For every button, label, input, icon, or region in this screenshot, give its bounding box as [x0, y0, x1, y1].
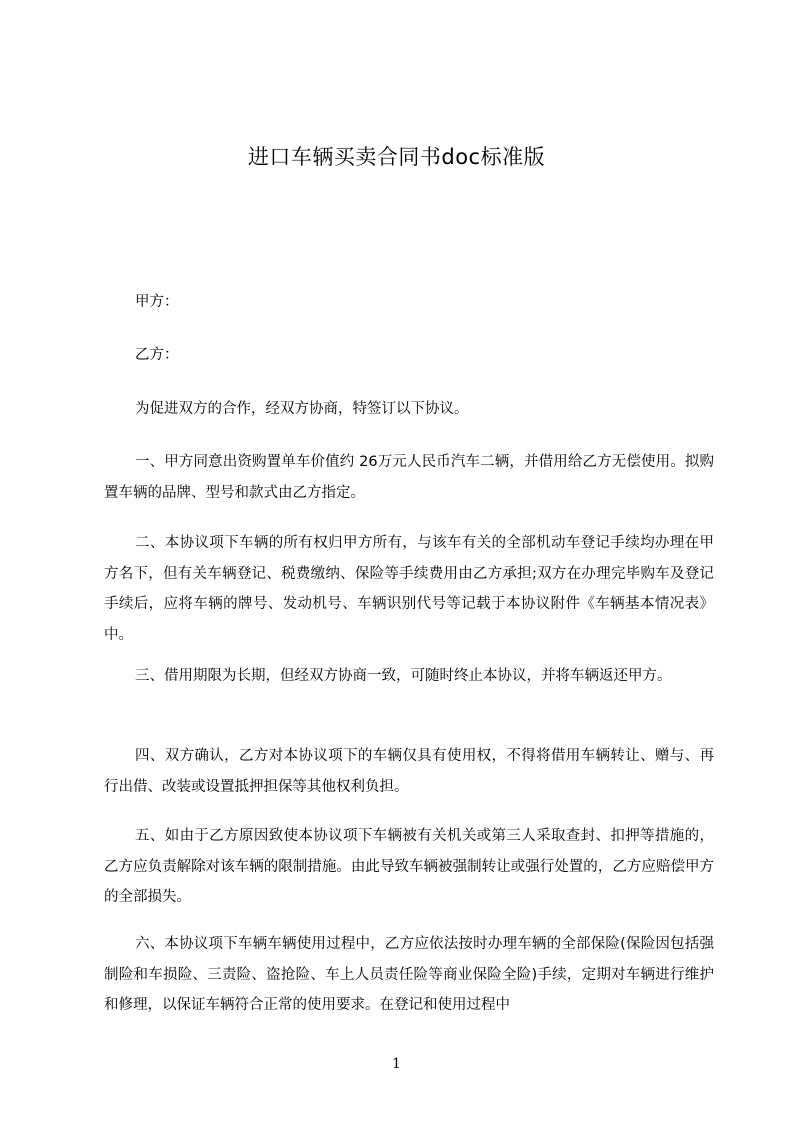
- clause-1-paragraph: 一、甲方同意出资购置单车价值约 26万元人民币汽车二辆，并借用给乙方无偿使用。拟购置车辆的品牌、型号和款式由乙方指定。: [104, 454, 714, 501]
- clause-6-paragraph: 六、本协议项下车辆车辆使用过程中，乙方应依法按时办理车辆的全部保险(保险因包括强制险和车损险、三责险、盗抢险、车上人员责任险等商业保险全险)手续，定期对车辆进行维护和修理，以保证车辆符合正常的使用要求。在登记和使用过程中: [104, 936, 714, 1013]
- clause-2-paragraph: 二、本协议项下车辆的所有权归甲方所有，与该车有关的全部机动车登记手续均办理在甲方名下，但有关车辆登记、税费缴纳、保险等手续费用由乙方承担;双方在办理完毕购车及登记手续后，应将车辆的牌号、发动机号、车辆识别代号等记载于本协议附件《车辆基本情况表》中。: [104, 535, 714, 643]
- clause-4-paragraph: 四、双方确认，乙方对本协议项下的车辆仅具有使用权，不得将借用车辆转让、赠与、再行出借、改装或设置抵押担保等其他权利负担。: [104, 748, 714, 795]
- page-number: 1: [392, 1056, 401, 1072]
- clause-5-paragraph: 五、如由于乙方原因致使本协议项下车辆被有关机关或第三人采取查封、扣押等措施的，乙方应负责解除对该车辆的限制措施。由此导致车辆被强制转让或强行处置的，乙方应赔偿甲方的全部损失。: [104, 828, 714, 905]
- party-a-line: 甲方：: [135, 294, 179, 310]
- document-title: 进口车辆买卖合同书doc标准版: [247, 145, 546, 169]
- clause-3-paragraph: 三、借用期限为长期，但经双方协商一致，可随时终止本协议，并将车辆返还甲方。: [135, 668, 672, 684]
- preamble-paragraph: 为促进双方的合作，经双方协商，特签订以下协议。: [135, 401, 469, 417]
- party-b-line: 乙方：: [135, 347, 179, 363]
